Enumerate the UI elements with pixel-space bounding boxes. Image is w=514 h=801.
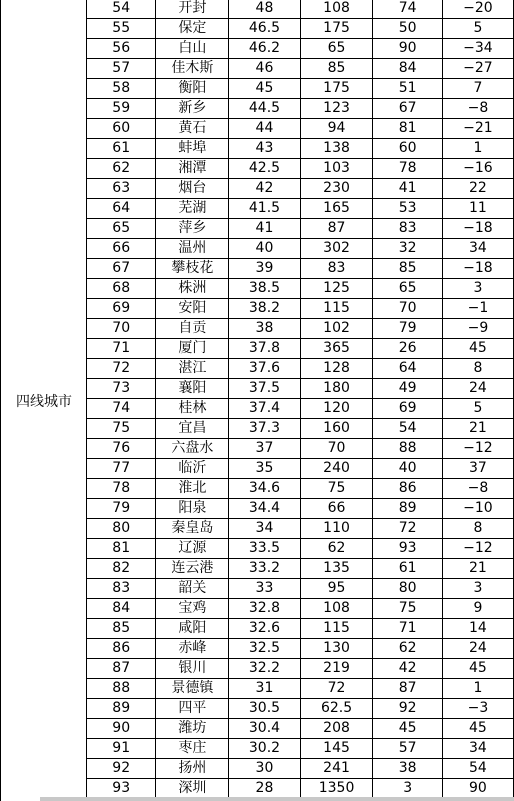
- city-cell[interactable]: 开封: [156, 0, 229, 19]
- value-c-cell[interactable]: 40: [373, 459, 442, 479]
- table-row: [87, 119, 514, 139]
- table-row: [87, 699, 514, 719]
- change-cell[interactable]: −20: [442, 0, 513, 19]
- change-cell[interactable]: 9: [442, 599, 513, 619]
- city-cell[interactable]: 安阳: [156, 299, 229, 319]
- value-c-cell[interactable]: 90: [373, 39, 442, 59]
- change-cell[interactable]: 8: [442, 519, 513, 539]
- city-cell[interactable]: 佳木斯: [156, 59, 229, 79]
- city-cell[interactable]: 新乡: [156, 99, 229, 119]
- rank-cell[interactable]: 54: [87, 0, 156, 19]
- rank-cell[interactable]: 61: [87, 139, 156, 159]
- table-row: [87, 659, 514, 679]
- value-b-cell[interactable]: 115: [300, 299, 373, 319]
- city-cell[interactable]: 厦门: [156, 339, 229, 359]
- table-row: [87, 479, 514, 499]
- city-cell[interactable]: 六盘水: [156, 439, 229, 459]
- table-row: [87, 259, 514, 279]
- city-cell[interactable]: 阳泉: [156, 499, 229, 519]
- rank-cell[interactable]: 67: [87, 259, 156, 279]
- change-cell[interactable]: −12: [442, 439, 513, 459]
- city-cell[interactable]: 景德镇: [156, 679, 229, 699]
- table-row: [87, 279, 514, 299]
- value-cell[interactable]: 37.6: [229, 359, 300, 379]
- rank-cell[interactable]: 57: [87, 59, 156, 79]
- city-cell[interactable]: 温州: [156, 239, 229, 259]
- rank-cell[interactable]: 60: [87, 119, 156, 139]
- rank-cell[interactable]: 68: [87, 279, 156, 299]
- city-cell[interactable]: 萍乡: [156, 219, 229, 239]
- change-cell[interactable]: 14: [442, 619, 513, 639]
- city-cell[interactable]: 连云港: [156, 559, 229, 579]
- rank-cell[interactable]: 62: [87, 159, 156, 179]
- city-cell[interactable]: 蚌埠: [156, 139, 229, 159]
- table-row: [87, 559, 514, 579]
- value-cell[interactable]: 32.6: [229, 619, 300, 639]
- value-b-cell[interactable]: 108: [300, 0, 373, 19]
- horizontal-scrollbar[interactable]: [40, 797, 514, 801]
- value-cell[interactable]: 33.5: [229, 539, 300, 559]
- value-b-cell[interactable]: 123: [300, 99, 373, 119]
- value-c-cell[interactable]: 62: [373, 639, 442, 659]
- value-b-cell[interactable]: 75: [300, 479, 373, 499]
- city-cell[interactable]: 淮北: [156, 479, 229, 499]
- city-cell[interactable]: 深圳: [156, 779, 229, 799]
- value-cell[interactable]: 34.4: [229, 499, 300, 519]
- value-b-cell[interactable]: 365: [300, 339, 373, 359]
- change-cell[interactable]: 45: [442, 719, 513, 739]
- city-cell[interactable]: 潍坊: [156, 719, 229, 739]
- city-cell[interactable]: 咸阳: [156, 619, 229, 639]
- value-b-cell[interactable]: 94: [300, 119, 373, 139]
- city-cell[interactable]: 宝鸡: [156, 599, 229, 619]
- change-cell[interactable]: 11: [442, 199, 513, 219]
- value-b-cell[interactable]: 128: [300, 359, 373, 379]
- value-c-cell[interactable]: 78: [373, 159, 442, 179]
- value-b-cell[interactable]: 208: [300, 719, 373, 739]
- table-row: [87, 579, 514, 599]
- value-c-cell[interactable]: 80: [373, 579, 442, 599]
- value-c-cell[interactable]: 86: [373, 479, 442, 499]
- value-cell[interactable]: 33.2: [229, 559, 300, 579]
- value-cell[interactable]: 41.5: [229, 199, 300, 219]
- city-cell[interactable]: 襄阳: [156, 379, 229, 399]
- value-c-cell[interactable]: 45: [373, 719, 442, 739]
- value-cell[interactable]: 38: [229, 319, 300, 339]
- value-c-cell[interactable]: 93: [373, 539, 442, 559]
- change-cell[interactable]: 21: [442, 559, 513, 579]
- rank-cell[interactable]: 84: [87, 599, 156, 619]
- table-row: [87, 679, 514, 699]
- rank-cell[interactable]: 58: [87, 79, 156, 99]
- value-c-cell[interactable]: 69: [373, 399, 442, 419]
- value-cell[interactable]: 34: [229, 519, 300, 539]
- value-cell[interactable]: 37.5: [229, 379, 300, 399]
- change-cell[interactable]: 22: [442, 179, 513, 199]
- table-row: [87, 219, 514, 239]
- change-cell[interactable]: 54: [442, 759, 513, 779]
- change-cell[interactable]: −8: [442, 479, 513, 499]
- change-cell[interactable]: 3: [442, 579, 513, 599]
- city-cell[interactable]: 四平: [156, 699, 229, 719]
- value-c-cell[interactable]: 51: [373, 79, 442, 99]
- value-c-cell[interactable]: 83: [373, 219, 442, 239]
- change-cell[interactable]: −1: [442, 299, 513, 319]
- value-c-cell[interactable]: 89: [373, 499, 442, 519]
- value-b-cell[interactable]: 72: [300, 679, 373, 699]
- table-row: [87, 519, 514, 539]
- rank-cell[interactable]: 76: [87, 439, 156, 459]
- value-c-cell[interactable]: 64: [373, 359, 442, 379]
- value-cell[interactable]: 39: [229, 259, 300, 279]
- rank-cell[interactable]: 91: [87, 739, 156, 759]
- value-cell[interactable]: 44.5: [229, 99, 300, 119]
- city-cell[interactable]: 烟台: [156, 179, 229, 199]
- value-b-cell[interactable]: 138: [300, 139, 373, 159]
- rank-cell[interactable]: 55: [87, 19, 156, 39]
- value-b-cell[interactable]: 175: [300, 19, 373, 39]
- rank-cell[interactable]: 87: [87, 659, 156, 679]
- table-row: [87, 179, 514, 199]
- value-c-cell[interactable]: 70: [373, 299, 442, 319]
- table-row: [87, 599, 514, 619]
- table-row: [87, 239, 514, 259]
- value-c-cell[interactable]: 42: [373, 659, 442, 679]
- value-b-cell[interactable]: 62: [300, 539, 373, 559]
- value-b-cell[interactable]: 85: [300, 59, 373, 79]
- city-cell[interactable]: 秦皇岛: [156, 519, 229, 539]
- value-b-cell[interactable]: 83: [300, 259, 373, 279]
- change-cell[interactable]: 8: [442, 359, 513, 379]
- rank-cell[interactable]: 85: [87, 619, 156, 639]
- value-b-cell[interactable]: 180: [300, 379, 373, 399]
- city-cell[interactable]: 韶关: [156, 579, 229, 599]
- rank-cell[interactable]: 90: [87, 719, 156, 739]
- value-c-cell[interactable]: 32: [373, 239, 442, 259]
- table-row: [87, 79, 514, 99]
- rank-cell[interactable]: 65: [87, 219, 156, 239]
- rank-cell[interactable]: 72: [87, 359, 156, 379]
- rank-cell[interactable]: 81: [87, 539, 156, 559]
- value-c-cell[interactable]: 75: [373, 599, 442, 619]
- rank-cell[interactable]: 92: [87, 759, 156, 779]
- rank-cell[interactable]: 83: [87, 579, 156, 599]
- value-c-cell[interactable]: 88: [373, 439, 442, 459]
- rank-cell[interactable]: 88: [87, 679, 156, 699]
- rank-cell[interactable]: 59: [87, 99, 156, 119]
- table-row: [87, 539, 514, 559]
- value-b-cell[interactable]: 230: [300, 179, 373, 199]
- rank-cell[interactable]: 71: [87, 339, 156, 359]
- value-c-cell[interactable]: 60: [373, 139, 442, 159]
- value-b-cell[interactable]: 160: [300, 419, 373, 439]
- city-cell[interactable]: 黄石: [156, 119, 229, 139]
- value-b-cell[interactable]: 125: [300, 279, 373, 299]
- value-cell[interactable]: 30: [229, 759, 300, 779]
- table-row: [87, 159, 514, 179]
- value-b-cell[interactable]: 65: [300, 39, 373, 59]
- value-cell[interactable]: 34.6: [229, 479, 300, 499]
- value-b-cell[interactable]: 219: [300, 659, 373, 679]
- change-cell[interactable]: −18: [442, 219, 513, 239]
- table-row: [87, 399, 514, 419]
- value-b-cell[interactable]: 1350: [300, 779, 373, 799]
- table-row: [87, 419, 514, 439]
- city-cell[interactable]: 攀枝花: [156, 259, 229, 279]
- city-cell[interactable]: 湛江: [156, 359, 229, 379]
- table-row: [87, 779, 514, 799]
- value-c-cell[interactable]: 81: [373, 119, 442, 139]
- table-row: [87, 439, 514, 459]
- rank-cell[interactable]: 73: [87, 379, 156, 399]
- rank-cell[interactable]: 63: [87, 179, 156, 199]
- value-b-cell[interactable]: 70: [300, 439, 373, 459]
- rank-cell[interactable]: 64: [87, 199, 156, 219]
- table-row: [87, 99, 514, 119]
- change-cell[interactable]: 5: [442, 19, 513, 39]
- value-b-cell[interactable]: 302: [300, 239, 373, 259]
- value-cell[interactable]: 41: [229, 219, 300, 239]
- value-b-cell[interactable]: 66: [300, 499, 373, 519]
- value-b-cell[interactable]: 120: [300, 399, 373, 419]
- value-cell[interactable]: 33: [229, 579, 300, 599]
- value-cell[interactable]: 32.5: [229, 639, 300, 659]
- change-cell[interactable]: −10: [442, 499, 513, 519]
- change-cell[interactable]: 45: [442, 659, 513, 679]
- value-b-cell[interactable]: 240: [300, 459, 373, 479]
- change-cell[interactable]: −16: [442, 159, 513, 179]
- value-c-cell[interactable]: 54: [373, 419, 442, 439]
- rank-cell[interactable]: 69: [87, 299, 156, 319]
- table-row: [87, 759, 514, 779]
- value-cell[interactable]: 43: [229, 139, 300, 159]
- value-cell[interactable]: 32.8: [229, 599, 300, 619]
- change-cell[interactable]: 37: [442, 459, 513, 479]
- city-cell[interactable]: 桂林: [156, 399, 229, 419]
- city-cell[interactable]: 辽源: [156, 539, 229, 559]
- city-cell[interactable]: 株洲: [156, 279, 229, 299]
- city-cell[interactable]: 赤峰: [156, 639, 229, 659]
- city-ranking-table: [86, 0, 514, 799]
- table-row: [87, 0, 514, 19]
- change-cell[interactable]: 3: [442, 279, 513, 299]
- table-row: [87, 639, 514, 659]
- change-cell[interactable]: −8: [442, 99, 513, 119]
- value-cell[interactable]: 31: [229, 679, 300, 699]
- change-cell[interactable]: −9: [442, 319, 513, 339]
- city-cell[interactable]: 湘潭: [156, 159, 229, 179]
- change-cell[interactable]: 34: [442, 739, 513, 759]
- rank-cell[interactable]: 77: [87, 459, 156, 479]
- table-row: [87, 359, 514, 379]
- value-c-cell[interactable]: 84: [373, 59, 442, 79]
- group-label-cell[interactable]: [1, 0, 87, 801]
- value-c-cell[interactable]: 74: [373, 0, 442, 19]
- city-cell[interactable]: 白山: [156, 39, 229, 59]
- table-row: [87, 499, 514, 519]
- value-c-cell[interactable]: 38: [373, 759, 442, 779]
- value-cell[interactable]: 38.2: [229, 299, 300, 319]
- value-c-cell[interactable]: 65: [373, 279, 442, 299]
- table-row: [87, 139, 514, 159]
- city-cell[interactable]: 芜湖: [156, 199, 229, 219]
- value-cell[interactable]: 44: [229, 119, 300, 139]
- value-cell[interactable]: 35: [229, 459, 300, 479]
- table-row: [87, 719, 514, 739]
- city-cell[interactable]: 枣庄: [156, 739, 229, 759]
- value-cell[interactable]: 46.5: [229, 19, 300, 39]
- value-cell[interactable]: 38.5: [229, 279, 300, 299]
- city-cell[interactable]: 保定: [156, 19, 229, 39]
- change-cell[interactable]: 24: [442, 379, 513, 399]
- table-row: [87, 199, 514, 219]
- change-cell[interactable]: 5: [442, 399, 513, 419]
- table-row: [87, 39, 514, 59]
- rank-cell[interactable]: 80: [87, 519, 156, 539]
- change-cell[interactable]: −34: [442, 39, 513, 59]
- value-c-cell[interactable]: 67: [373, 99, 442, 119]
- rank-cell[interactable]: 86: [87, 639, 156, 659]
- value-b-cell[interactable]: 102: [300, 319, 373, 339]
- change-cell[interactable]: 7: [442, 79, 513, 99]
- value-cell[interactable]: 37.3: [229, 419, 300, 439]
- rank-cell[interactable]: 66: [87, 239, 156, 259]
- change-cell[interactable]: −18: [442, 259, 513, 279]
- value-c-cell[interactable]: 85: [373, 259, 442, 279]
- value-b-cell[interactable]: 62.5: [300, 699, 373, 719]
- change-cell[interactable]: 34: [442, 239, 513, 259]
- value-cell[interactable]: 30.2: [229, 739, 300, 759]
- value-b-cell[interactable]: 115: [300, 619, 373, 639]
- value-cell[interactable]: 48: [229, 0, 300, 19]
- value-cell[interactable]: 37: [229, 439, 300, 459]
- city-cell[interactable]: 自贡: [156, 319, 229, 339]
- table-row: [87, 619, 514, 639]
- value-b-cell[interactable]: 108: [300, 599, 373, 619]
- value-c-cell[interactable]: 72: [373, 519, 442, 539]
- change-cell[interactable]: −27: [442, 59, 513, 79]
- value-cell[interactable]: 46: [229, 59, 300, 79]
- rank-cell[interactable]: 93: [87, 779, 156, 799]
- value-c-cell[interactable]: 41: [373, 179, 442, 199]
- value-b-cell[interactable]: 87: [300, 219, 373, 239]
- change-cell[interactable]: 24: [442, 639, 513, 659]
- change-cell[interactable]: −21: [442, 119, 513, 139]
- value-c-cell[interactable]: 71: [373, 619, 442, 639]
- change-cell[interactable]: 1: [442, 679, 513, 699]
- value-b-cell[interactable]: 241: [300, 759, 373, 779]
- value-c-cell[interactable]: 92: [373, 699, 442, 719]
- value-cell[interactable]: 30.5: [229, 699, 300, 719]
- group-label: 四线城市: [16, 393, 72, 410]
- rank-cell[interactable]: 70: [87, 319, 156, 339]
- value-b-cell[interactable]: 103: [300, 159, 373, 179]
- city-cell[interactable]: 银川: [156, 659, 229, 679]
- table-row: [87, 459, 514, 479]
- rank-cell[interactable]: 74: [87, 399, 156, 419]
- value-c-cell[interactable]: 61: [373, 559, 442, 579]
- value-cell[interactable]: 37.4: [229, 399, 300, 419]
- table-row: [87, 739, 514, 759]
- value-c-cell[interactable]: 50: [373, 19, 442, 39]
- value-cell[interactable]: 30.4: [229, 719, 300, 739]
- value-c-cell[interactable]: 79: [373, 319, 442, 339]
- change-cell[interactable]: 45: [442, 339, 513, 359]
- value-cell[interactable]: 42.5: [229, 159, 300, 179]
- value-cell[interactable]: 32.2: [229, 659, 300, 679]
- city-cell[interactable]: 衡阳: [156, 79, 229, 99]
- table-row: [87, 379, 514, 399]
- value-b-cell[interactable]: 95: [300, 579, 373, 599]
- value-c-cell[interactable]: 57: [373, 739, 442, 759]
- change-cell[interactable]: −3: [442, 699, 513, 719]
- value-c-cell[interactable]: 49: [373, 379, 442, 399]
- value-b-cell[interactable]: 130: [300, 639, 373, 659]
- value-b-cell[interactable]: 145: [300, 739, 373, 759]
- value-b-cell[interactable]: 135: [300, 559, 373, 579]
- city-cell[interactable]: 扬州: [156, 759, 229, 779]
- change-cell[interactable]: 90: [442, 779, 513, 799]
- rank-cell[interactable]: 78: [87, 479, 156, 499]
- table-row: [87, 319, 514, 339]
- value-b-cell[interactable]: 175: [300, 79, 373, 99]
- value-cell[interactable]: 45: [229, 79, 300, 99]
- change-cell[interactable]: 1: [442, 139, 513, 159]
- value-cell[interactable]: 37.8: [229, 339, 300, 359]
- rank-cell[interactable]: 82: [87, 559, 156, 579]
- change-cell[interactable]: −12: [442, 539, 513, 559]
- value-cell[interactable]: 46.2: [229, 39, 300, 59]
- value-c-cell[interactable]: 26: [373, 339, 442, 359]
- table-row: [87, 59, 514, 79]
- rank-cell[interactable]: 75: [87, 419, 156, 439]
- table-body: [87, 0, 514, 799]
- city-cell[interactable]: 临沂: [156, 459, 229, 479]
- value-c-cell[interactable]: 3: [373, 779, 442, 799]
- value-b-cell[interactable]: 110: [300, 519, 373, 539]
- value-c-cell[interactable]: 87: [373, 679, 442, 699]
- rank-cell[interactable]: 56: [87, 39, 156, 59]
- city-cell[interactable]: 宜昌: [156, 419, 229, 439]
- value-c-cell[interactable]: 53: [373, 199, 442, 219]
- value-cell[interactable]: 28: [229, 779, 300, 799]
- value-b-cell[interactable]: 165: [300, 199, 373, 219]
- value-cell[interactable]: 40: [229, 239, 300, 259]
- table-row: [87, 339, 514, 359]
- table-row: [87, 299, 514, 319]
- table-row: [87, 19, 514, 39]
- rank-cell[interactable]: 79: [87, 499, 156, 519]
- rank-cell[interactable]: 89: [87, 699, 156, 719]
- value-cell[interactable]: 42: [229, 179, 300, 199]
- change-cell[interactable]: 21: [442, 419, 513, 439]
